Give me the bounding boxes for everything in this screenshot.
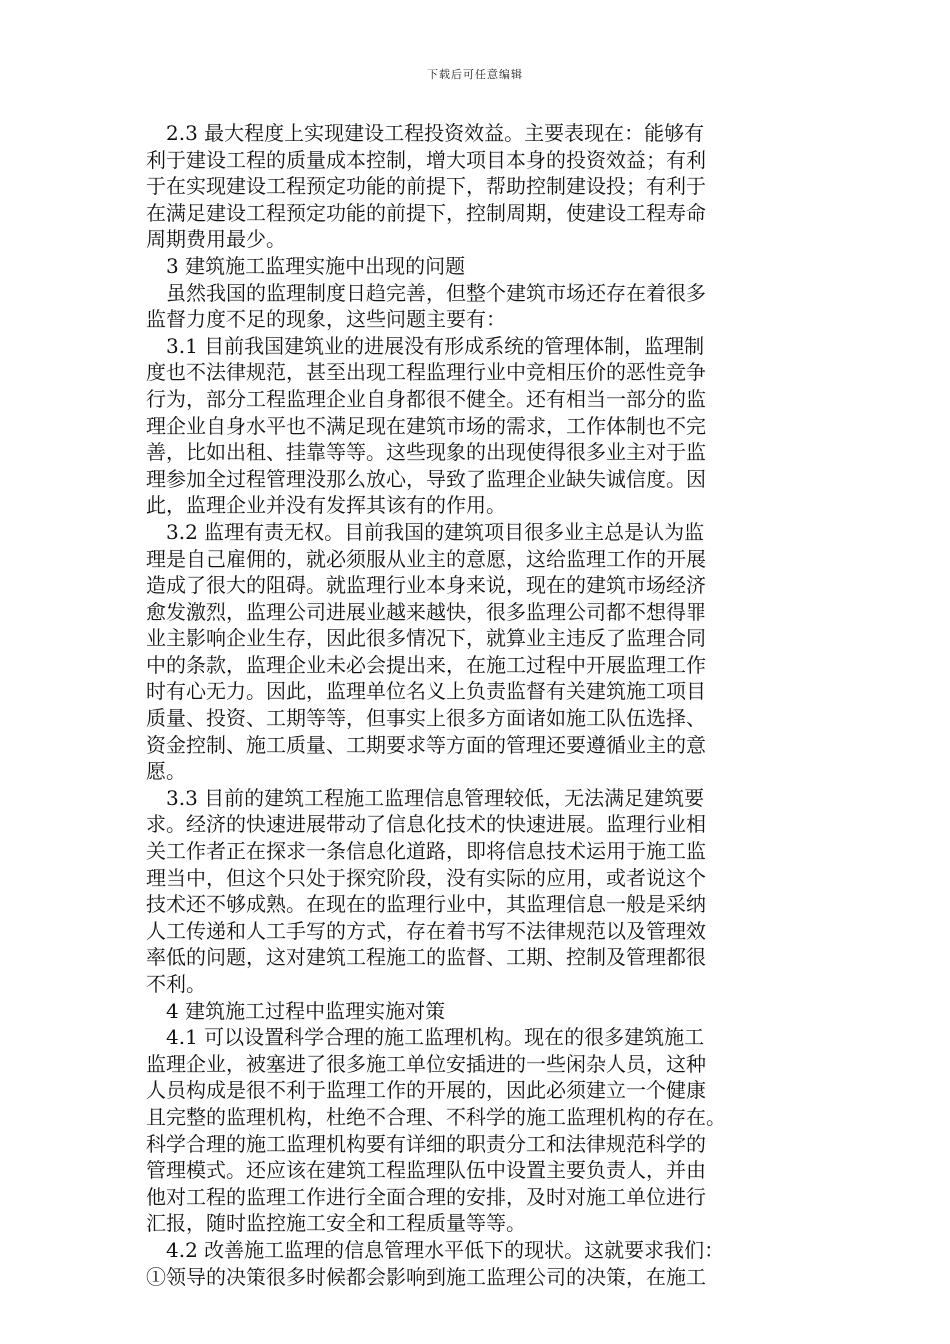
- text-line: 3.3 目前的建筑工程施工监理信息管理较低，无法满足建筑要: [146, 785, 705, 810]
- text-line: 理当中，但这个只处于探究阶段，没有实际的应用，或者说这个: [146, 865, 706, 890]
- text-line: 于在实现建设工程预定功能的前提下，帮助控制建设投；有利于: [146, 174, 706, 199]
- section-heading: 3 建筑施工监理实施中出现的问题: [146, 253, 466, 278]
- text-line: 他对工程的监理工作进行全面合理的安排，及时对施工单位进行: [146, 1184, 706, 1209]
- text-line: 愈发激烈，监理公司进展业越来越快，很多监理公司都不想得罪: [146, 599, 706, 624]
- text-line: 科学合理的施工监理机构要有详细的职责分工和法律规范科学的: [146, 1131, 706, 1156]
- text-line: 求。经济的快速进展带动了信息化技术的快速进展。监理行业相: [146, 812, 706, 837]
- text-line: ①领导的决策很多时候都会影响到施工监理公司的决策，在施工: [146, 1264, 706, 1289]
- text-line: 在满足建设工程预定功能的前提下，控制周期，使建设工程寿命: [146, 200, 706, 225]
- text-line: 关工作者正在探求一条信息化道路，即将信息技术运用于施工监: [146, 839, 706, 864]
- text-line: 汇报，随时监控施工安全和工程质量等等。: [146, 1211, 526, 1236]
- text-line: 度也不法律规范，甚至出现工程监理行业中竞相压价的恶性竞争: [146, 360, 706, 385]
- text-line: 人员构成是很不利于监理工作的开展的，因此必须建立一个健康: [146, 1078, 706, 1103]
- text-line: 此，监理企业并没有发挥其该有的作用。: [146, 493, 506, 518]
- text-line: 率低的问题，这对建筑工程施工的监督、工期、控制及管理都很: [146, 945, 706, 970]
- text-line: 4.2 改善施工监理的信息管理水平低下的现状。这就要求我们：: [146, 1237, 725, 1262]
- text-line: 理企业自身水平也不满足现在建筑市场的需求，工作体制也不完: [146, 413, 706, 438]
- section-heading: 4 建筑施工过程中监理实施对策: [146, 998, 446, 1023]
- text-line: 善，比如出租、挂靠等等。这些现象的出现使得很多业主对于监: [146, 440, 706, 465]
- text-line: 不利。: [146, 972, 206, 996]
- text-line: 资金控制、施工质量、工期要求等方面的管理还要遵循业主的意: [146, 732, 706, 757]
- text-line: 中的条款，监理企业未必会提出来，在施工过程中开展监理工作: [146, 652, 706, 677]
- text-line: 时有心无力。因此，监理单位名义上负责监督有关建筑施工项目: [146, 679, 706, 704]
- text-line: 虽然我国的监理制度日趋完善，但整个建筑市场还存在着很多: [146, 280, 706, 305]
- text-line: 愿。: [146, 759, 186, 784]
- text-line: 监理企业，被塞进了很多施工单位安插进的一些闲杂人员，这种: [146, 1051, 706, 1076]
- text-line: 技术还不够成熟。在现在的监理行业中，其监理信息一般是采纳: [146, 892, 706, 917]
- text-line: 业主影响企业生存，因此很多情况下，就算业主违反了监理合同: [146, 626, 706, 651]
- text-line: 造成了很大的阻碍。就监理行业本身来说，现在的建筑市场经济: [146, 573, 706, 598]
- text-line: 监督力度不足的现象，这些问题主要有：: [146, 307, 506, 332]
- text-line: 且完整的监理机构，杜绝不合理、不科学的施工监理机构的存在。: [146, 1104, 726, 1129]
- page-header: 下载后可任意编辑: [427, 68, 523, 81]
- text-line: 3.2 监理有责无权。目前我国的建筑项目很多业主总是认为监: [146, 519, 705, 544]
- text-line: 3.1 目前我国建筑业的进展没有形成系统的管理体制，监理制: [146, 333, 705, 358]
- text-line: 理是自己雇佣的，就必须服从业主的意愿，这给监理工作的开展: [146, 546, 706, 571]
- text-line: 周期费用最少。: [146, 227, 286, 252]
- text-line: 行为，部分工程监理企业自身都很不健全。还有相当一部分的监: [146, 386, 706, 411]
- text-line: 质量、投资、工期等等，但事实上很多方面诸如施工队伍选择、: [146, 706, 706, 731]
- document-body: [146, 120, 780, 1290]
- text-line: 管理模式。还应该在建筑工程监理队伍中设置主要负责人，并由: [146, 1158, 706, 1183]
- text-line: 2.3 最大程度上实现建设工程投资效益。主要表现在：能够有: [146, 121, 705, 145]
- text-line: 人工传递和人工手写的方式，存在着书写不法律规范以及管理效: [146, 918, 706, 943]
- text-line: 利于建设工程的质量成本控制，增大项目本身的投资效益；有利: [146, 147, 706, 172]
- text-line: 理参加全过程管理没那么放心，导致了监理企业缺失诚信度。因: [146, 466, 706, 491]
- text-line: 4.1 可以设置科学合理的施工监理机构。现在的很多建筑施工: [146, 1025, 705, 1050]
